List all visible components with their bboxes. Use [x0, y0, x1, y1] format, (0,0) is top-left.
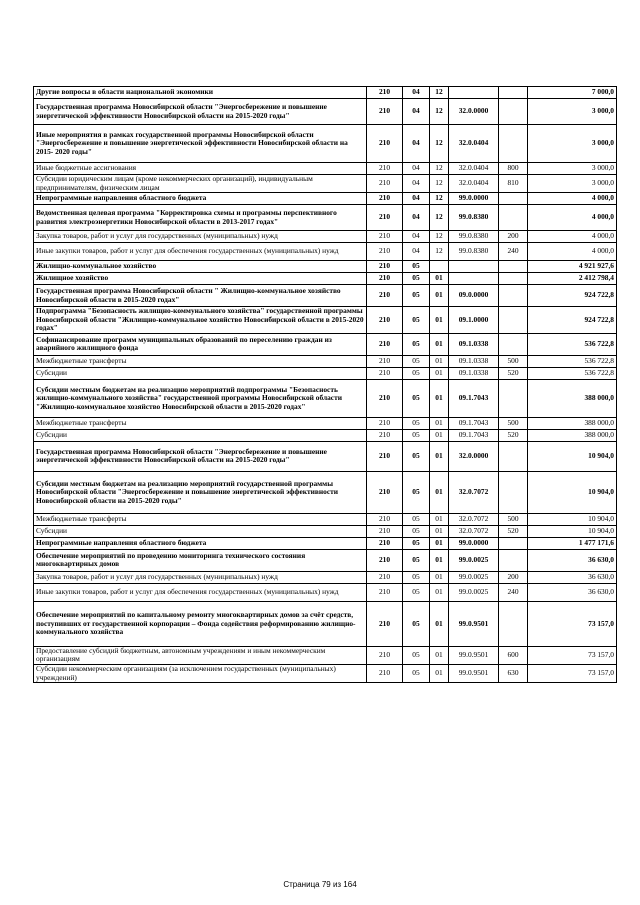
item-name-cell: Межбюджетные трансферты: [34, 417, 367, 429]
amount-cell: 73 157,0: [528, 646, 617, 664]
target-item-code-cell: 09.1.7043: [449, 417, 499, 429]
table-row: [34, 261, 617, 273]
section-code-cell: 05: [403, 307, 430, 334]
expense-type-code-cell: [499, 99, 528, 125]
expense-type-code-cell: 500: [499, 513, 528, 525]
expense-type-code-cell: [499, 307, 528, 334]
subsection-code-cell: 01: [430, 665, 449, 683]
expense-type-code-cell: [499, 601, 528, 646]
expense-type-code-cell: [499, 125, 528, 163]
table-row: [34, 243, 617, 261]
ved-code-cell: 210: [367, 99, 403, 125]
subsection-code-cell: 01: [430, 583, 449, 601]
target-item-code-cell: 32.0.0404: [449, 125, 499, 163]
table-row: [34, 175, 617, 193]
subsection-code-cell: 01: [430, 273, 449, 285]
section-code-cell: 05: [403, 513, 430, 525]
amount-cell: 36 630,0: [528, 549, 617, 571]
subsection-code-cell: 01: [430, 417, 449, 429]
amount-cell: 924 722,8: [528, 307, 617, 334]
ved-code-cell: 210: [367, 441, 403, 471]
table-row: [34, 285, 617, 307]
section-code-cell: 05: [403, 429, 430, 441]
ved-code-cell: 210: [367, 273, 403, 285]
ved-code-cell: 210: [367, 87, 403, 99]
section-code-cell: 05: [403, 646, 430, 664]
target-item-code-cell: 09.1.0338: [449, 367, 499, 379]
table-row: [34, 525, 617, 537]
expense-type-code-cell: 500: [499, 417, 528, 429]
subsection-code-cell: 01: [430, 355, 449, 367]
amount-cell: 3 000,0: [528, 175, 617, 193]
expense-type-code-cell: [499, 261, 528, 273]
amount-cell: 7 000,0: [528, 87, 617, 99]
item-name-cell: Межбюджетные трансферты: [34, 355, 367, 367]
section-code-cell: 05: [403, 261, 430, 273]
subsection-code-cell: 01: [430, 441, 449, 471]
item-name-cell: Обеспечение мероприятий по капитальному ремонту многоквартирных домов за счёт средств, поступивших от государственной корпорации – Фонда содействия реформированию жилищно-коммунального хозяйства: [34, 601, 367, 646]
subsection-code-cell: 01: [430, 285, 449, 307]
item-name-cell: Непрограммные направления областного бюджета: [34, 193, 367, 205]
ved-code-cell: 210: [367, 163, 403, 175]
expense-type-code-cell: [499, 471, 528, 513]
expense-type-code-cell: [499, 379, 528, 417]
subsection-code-cell: 01: [430, 537, 449, 549]
ved-code-cell: 210: [367, 333, 403, 355]
item-name-cell: Иные мероприятия в рамках государственной программы Новосибирской области "Энергосбережение и повышение энергетической эффективности Новосибирской области на 2015- 2020 годы": [34, 125, 367, 163]
amount-cell: 388 000,0: [528, 417, 617, 429]
section-code-cell: 05: [403, 537, 430, 549]
target-item-code-cell: 09.0.0000: [449, 285, 499, 307]
amount-cell: 536 722,8: [528, 333, 617, 355]
item-name-cell: Субсидии местным бюджетам на реализацию мероприятий подпрограммы "Безопасность жилищно-коммунального хозяйства" государственной программы Новосибирской области "Жилищно-коммунальное хозяйство Новосибирской области в 2015-2020 годах": [34, 379, 367, 417]
item-name-cell: Иные закупки товаров, работ и услуг для обеспечения государственных (муниципальных) нужд: [34, 243, 367, 261]
amount-cell: 388 000,0: [528, 429, 617, 441]
expense-type-code-cell: [499, 333, 528, 355]
expense-type-code-cell: 520: [499, 367, 528, 379]
expense-type-code-cell: [499, 537, 528, 549]
page-footer: Страница 79 из 164: [283, 880, 357, 889]
amount-cell: 4 000,0: [528, 243, 617, 261]
amount-cell: 924 722,8: [528, 285, 617, 307]
expense-type-code-cell: 810: [499, 175, 528, 193]
section-code-cell: 04: [403, 205, 430, 231]
ved-code-cell: 210: [367, 525, 403, 537]
section-code-cell: 05: [403, 367, 430, 379]
section-code-cell: 05: [403, 471, 430, 513]
section-code-cell: 05: [403, 379, 430, 417]
target-item-code-cell: 09.1.0000: [449, 307, 499, 334]
table-row: [34, 379, 617, 417]
target-item-code-cell: 09.1.7043: [449, 379, 499, 417]
expense-type-code-cell: 200: [499, 231, 528, 243]
subsection-code-cell: 01: [430, 525, 449, 537]
target-item-code-cell: 99.0.0025: [449, 549, 499, 571]
amount-cell: 10 904,0: [528, 471, 617, 513]
expense-type-code-cell: [499, 285, 528, 307]
item-name-cell: Субсидии: [34, 429, 367, 441]
target-item-code-cell: 32.0.0404: [449, 163, 499, 175]
subsection-code-cell: 01: [430, 549, 449, 571]
item-name-cell: Субсидии: [34, 367, 367, 379]
subsection-code-cell: 12: [430, 163, 449, 175]
target-item-code-cell: 99.0.9501: [449, 601, 499, 646]
ved-code-cell: 210: [367, 307, 403, 334]
table-row: [34, 205, 617, 231]
amount-cell: 36 630,0: [528, 583, 617, 601]
subsection-code-cell: 01: [430, 571, 449, 583]
subsection-code-cell: [430, 261, 449, 273]
section-code-cell: 04: [403, 87, 430, 99]
target-item-code-cell: 32.0.0404: [449, 175, 499, 193]
section-code-cell: 04: [403, 125, 430, 163]
expense-type-code-cell: [499, 193, 528, 205]
ved-code-cell: 210: [367, 193, 403, 205]
target-item-code-cell: 99.0.0025: [449, 571, 499, 583]
item-name-cell: Межбюджетные трансферты: [34, 513, 367, 525]
item-name-cell: Государственная программа Новосибирской области "Энергосбережение и повышение энергетической эффективности Новосибирской области на 2015-2020 годы": [34, 99, 367, 125]
section-code-cell: 04: [403, 193, 430, 205]
section-code-cell: 05: [403, 355, 430, 367]
table-row: [34, 87, 617, 99]
ved-code-cell: 210: [367, 429, 403, 441]
target-item-code-cell: 09.1.0338: [449, 355, 499, 367]
ved-code-cell: 210: [367, 205, 403, 231]
section-code-cell: 05: [403, 583, 430, 601]
target-item-code-cell: 99.0.0025: [449, 583, 499, 601]
table-row: [34, 99, 617, 125]
target-item-code-cell: 32.0.7072: [449, 525, 499, 537]
expense-type-code-cell: 520: [499, 525, 528, 537]
amount-cell: 10 904,0: [528, 441, 617, 471]
ved-code-cell: 210: [367, 571, 403, 583]
section-code-cell: 04: [403, 243, 430, 261]
table-row: [34, 193, 617, 205]
subsection-code-cell: 01: [430, 429, 449, 441]
item-name-cell: Закупка товаров, работ и услуг для государственных (муниципальных) нужд: [34, 571, 367, 583]
amount-cell: 10 904,0: [528, 513, 617, 525]
table-row: [34, 549, 617, 571]
table-row: [34, 273, 617, 285]
ved-code-cell: 210: [367, 665, 403, 683]
budget-table: [33, 86, 617, 683]
item-name-cell: Субсидии: [34, 525, 367, 537]
ved-code-cell: 210: [367, 367, 403, 379]
amount-cell: 388 000,0: [528, 379, 617, 417]
table-row: [34, 125, 617, 163]
target-item-code-cell: 99.0.0000: [449, 193, 499, 205]
section-code-cell: 05: [403, 525, 430, 537]
ved-code-cell: 210: [367, 417, 403, 429]
ved-code-cell: 210: [367, 285, 403, 307]
item-name-cell: Непрограммные направления областного бюджета: [34, 537, 367, 549]
amount-cell: 4 921 927,6: [528, 261, 617, 273]
expense-type-code-cell: [499, 87, 528, 99]
expense-type-code-cell: [499, 549, 528, 571]
section-code-cell: 05: [403, 285, 430, 307]
expense-type-code-cell: 520: [499, 429, 528, 441]
amount-cell: 536 722,8: [528, 355, 617, 367]
expense-type-code-cell: 240: [499, 243, 528, 261]
table-row: [34, 333, 617, 355]
ved-code-cell: 210: [367, 261, 403, 273]
target-item-code-cell: 99.0.9501: [449, 646, 499, 664]
section-code-cell: 04: [403, 99, 430, 125]
item-name-cell: Софинансирование программ муниципальных образований по переселению граждан из аварийного жилищного фонда: [34, 333, 367, 355]
ved-code-cell: 210: [367, 513, 403, 525]
section-code-cell: 05: [403, 441, 430, 471]
ved-code-cell: 210: [367, 549, 403, 571]
ved-code-cell: 210: [367, 583, 403, 601]
section-code-cell: 04: [403, 231, 430, 243]
section-code-cell: 05: [403, 601, 430, 646]
table-row: [34, 367, 617, 379]
expense-type-code-cell: 240: [499, 583, 528, 601]
item-name-cell: Закупка товаров, работ и услуг для государственных (муниципальных) нужд: [34, 231, 367, 243]
target-item-code-cell: 99.0.0000: [449, 537, 499, 549]
amount-cell: 3 000,0: [528, 99, 617, 125]
table-row: [34, 429, 617, 441]
table-row: [34, 583, 617, 601]
target-item-code-cell: 32.0.7072: [449, 513, 499, 525]
subsection-code-cell: 12: [430, 125, 449, 163]
table-row: [34, 571, 617, 583]
expense-type-code-cell: 500: [499, 355, 528, 367]
amount-cell: 1 477 171,6: [528, 537, 617, 549]
expense-type-code-cell: [499, 205, 528, 231]
subsection-code-cell: 01: [430, 646, 449, 664]
subsection-code-cell: 12: [430, 205, 449, 231]
target-item-code-cell: 99.0.8380: [449, 243, 499, 261]
subsection-code-cell: 01: [430, 601, 449, 646]
expense-type-code-cell: 600: [499, 646, 528, 664]
section-code-cell: 04: [403, 175, 430, 193]
table-row: [34, 513, 617, 525]
subsection-code-cell: 12: [430, 99, 449, 125]
item-name-cell: Иные бюджетные ассигнования: [34, 163, 367, 175]
section-code-cell: 05: [403, 571, 430, 583]
item-name-cell: Предоставление субсидий бюджетным, автономным учреждениям и иным некоммерческим организациям: [34, 646, 367, 664]
item-name-cell: Государственная программа Новосибирской области "Энергосбережение и повышение энергетической эффективности Новосибирской области на 2015-2020 годы": [34, 441, 367, 471]
item-name-cell: Субсидии местным бюджетам на реализацию мероприятий государственной программы Новосибирской области "Энергосбережение и повышение энергетической эффективности Новосибирской области на 2015-2020 годы": [34, 471, 367, 513]
subsection-code-cell: 12: [430, 243, 449, 261]
amount-cell: 4 000,0: [528, 231, 617, 243]
table-row: [34, 231, 617, 243]
item-name-cell: Ведомственная целевая программа "Корректировка схемы и программы перспективного развития электроэнергетики Новосибирской области в 2013-2017 годах": [34, 205, 367, 231]
item-name-cell: Подпрограмма "Безопасность жилищно-коммунального хозяйства" государственной программы Новосибирской области "Жилищно-коммунальное хозяйство Новосибирской области в 2015-2020 годах": [34, 307, 367, 334]
ved-code-cell: 210: [367, 243, 403, 261]
amount-cell: 3 000,0: [528, 125, 617, 163]
ved-code-cell: 210: [367, 125, 403, 163]
table-body: [34, 87, 617, 683]
table-row: [34, 441, 617, 471]
amount-cell: 36 630,0: [528, 571, 617, 583]
target-item-code-cell: [449, 261, 499, 273]
amount-cell: 73 157,0: [528, 601, 617, 646]
expense-type-code-cell: 200: [499, 571, 528, 583]
subsection-code-cell: 01: [430, 513, 449, 525]
expense-type-code-cell: [499, 441, 528, 471]
expense-type-code-cell: 630: [499, 665, 528, 683]
amount-cell: 4 000,0: [528, 193, 617, 205]
item-name-cell: Иные закупки товаров, работ и услуг для обеспечения государственных (муниципальных) нужд: [34, 583, 367, 601]
subsection-code-cell: 12: [430, 231, 449, 243]
section-code-cell: 05: [403, 665, 430, 683]
item-name-cell: Субсидии некоммерческим организациям (за исключением государственных (муниципальных) учреждений): [34, 665, 367, 683]
subsection-code-cell: 01: [430, 307, 449, 334]
target-item-code-cell: 09.1.0338: [449, 333, 499, 355]
table-row: [34, 163, 617, 175]
table-row: [34, 537, 617, 549]
target-item-code-cell: 32.0.0000: [449, 441, 499, 471]
target-item-code-cell: 99.0.9501: [449, 665, 499, 683]
expense-type-code-cell: [499, 273, 528, 285]
target-item-code-cell: 32.0.7072: [449, 471, 499, 513]
ved-code-cell: 210: [367, 471, 403, 513]
amount-cell: 10 904,0: [528, 525, 617, 537]
table-row: [34, 601, 617, 646]
table-row: [34, 417, 617, 429]
subsection-code-cell: 12: [430, 87, 449, 99]
table-row: [34, 665, 617, 683]
target-item-code-cell: 99.0.8380: [449, 205, 499, 231]
target-item-code-cell: 09.1.7043: [449, 429, 499, 441]
ved-code-cell: 210: [367, 355, 403, 367]
amount-cell: 4 000,0: [528, 205, 617, 231]
ved-code-cell: 210: [367, 379, 403, 417]
expense-type-code-cell: 800: [499, 163, 528, 175]
table-row: [34, 471, 617, 513]
section-code-cell: 05: [403, 273, 430, 285]
target-item-code-cell: [449, 87, 499, 99]
amount-cell: 73 157,0: [528, 665, 617, 683]
ved-code-cell: 210: [367, 231, 403, 243]
table-row: [34, 646, 617, 664]
amount-cell: 536 722,8: [528, 367, 617, 379]
table-row: [34, 355, 617, 367]
ved-code-cell: 210: [367, 646, 403, 664]
item-name-cell: Другие вопросы в области национальной экономики: [34, 87, 367, 99]
target-item-code-cell: [449, 273, 499, 285]
subsection-code-cell: 01: [430, 333, 449, 355]
subsection-code-cell: 12: [430, 175, 449, 193]
item-name-cell: Обеспечение мероприятий по проведению мониторинга технического состояния многоквартирных домов: [34, 549, 367, 571]
item-name-cell: Государственная программа Новосибирской области " Жилищно-коммунальное хозяйство Новосибирской области в 2015-2020 годах": [34, 285, 367, 307]
amount-cell: 3 000,0: [528, 163, 617, 175]
table-row: [34, 307, 617, 334]
target-item-code-cell: 99.0.8380: [449, 231, 499, 243]
amount-cell: 2 412 798,4: [528, 273, 617, 285]
item-name-cell: Жилищно-коммунальное хозяйство: [34, 261, 367, 273]
ved-code-cell: 210: [367, 175, 403, 193]
item-name-cell: Субсидии юридическим лицам (кроме некоммерческих организаций), индивидуальным предпринимателям, физическим лицам: [34, 175, 367, 193]
subsection-code-cell: 12: [430, 193, 449, 205]
ved-code-cell: 210: [367, 537, 403, 549]
target-item-code-cell: 32.0.0000: [449, 99, 499, 125]
section-code-cell: 05: [403, 549, 430, 571]
section-code-cell: 05: [403, 333, 430, 355]
section-code-cell: 04: [403, 163, 430, 175]
section-code-cell: 05: [403, 417, 430, 429]
subsection-code-cell: 01: [430, 471, 449, 513]
subsection-code-cell: 01: [430, 367, 449, 379]
subsection-code-cell: 01: [430, 379, 449, 417]
item-name-cell: Жилищное хозяйство: [34, 273, 367, 285]
ved-code-cell: 210: [367, 601, 403, 646]
